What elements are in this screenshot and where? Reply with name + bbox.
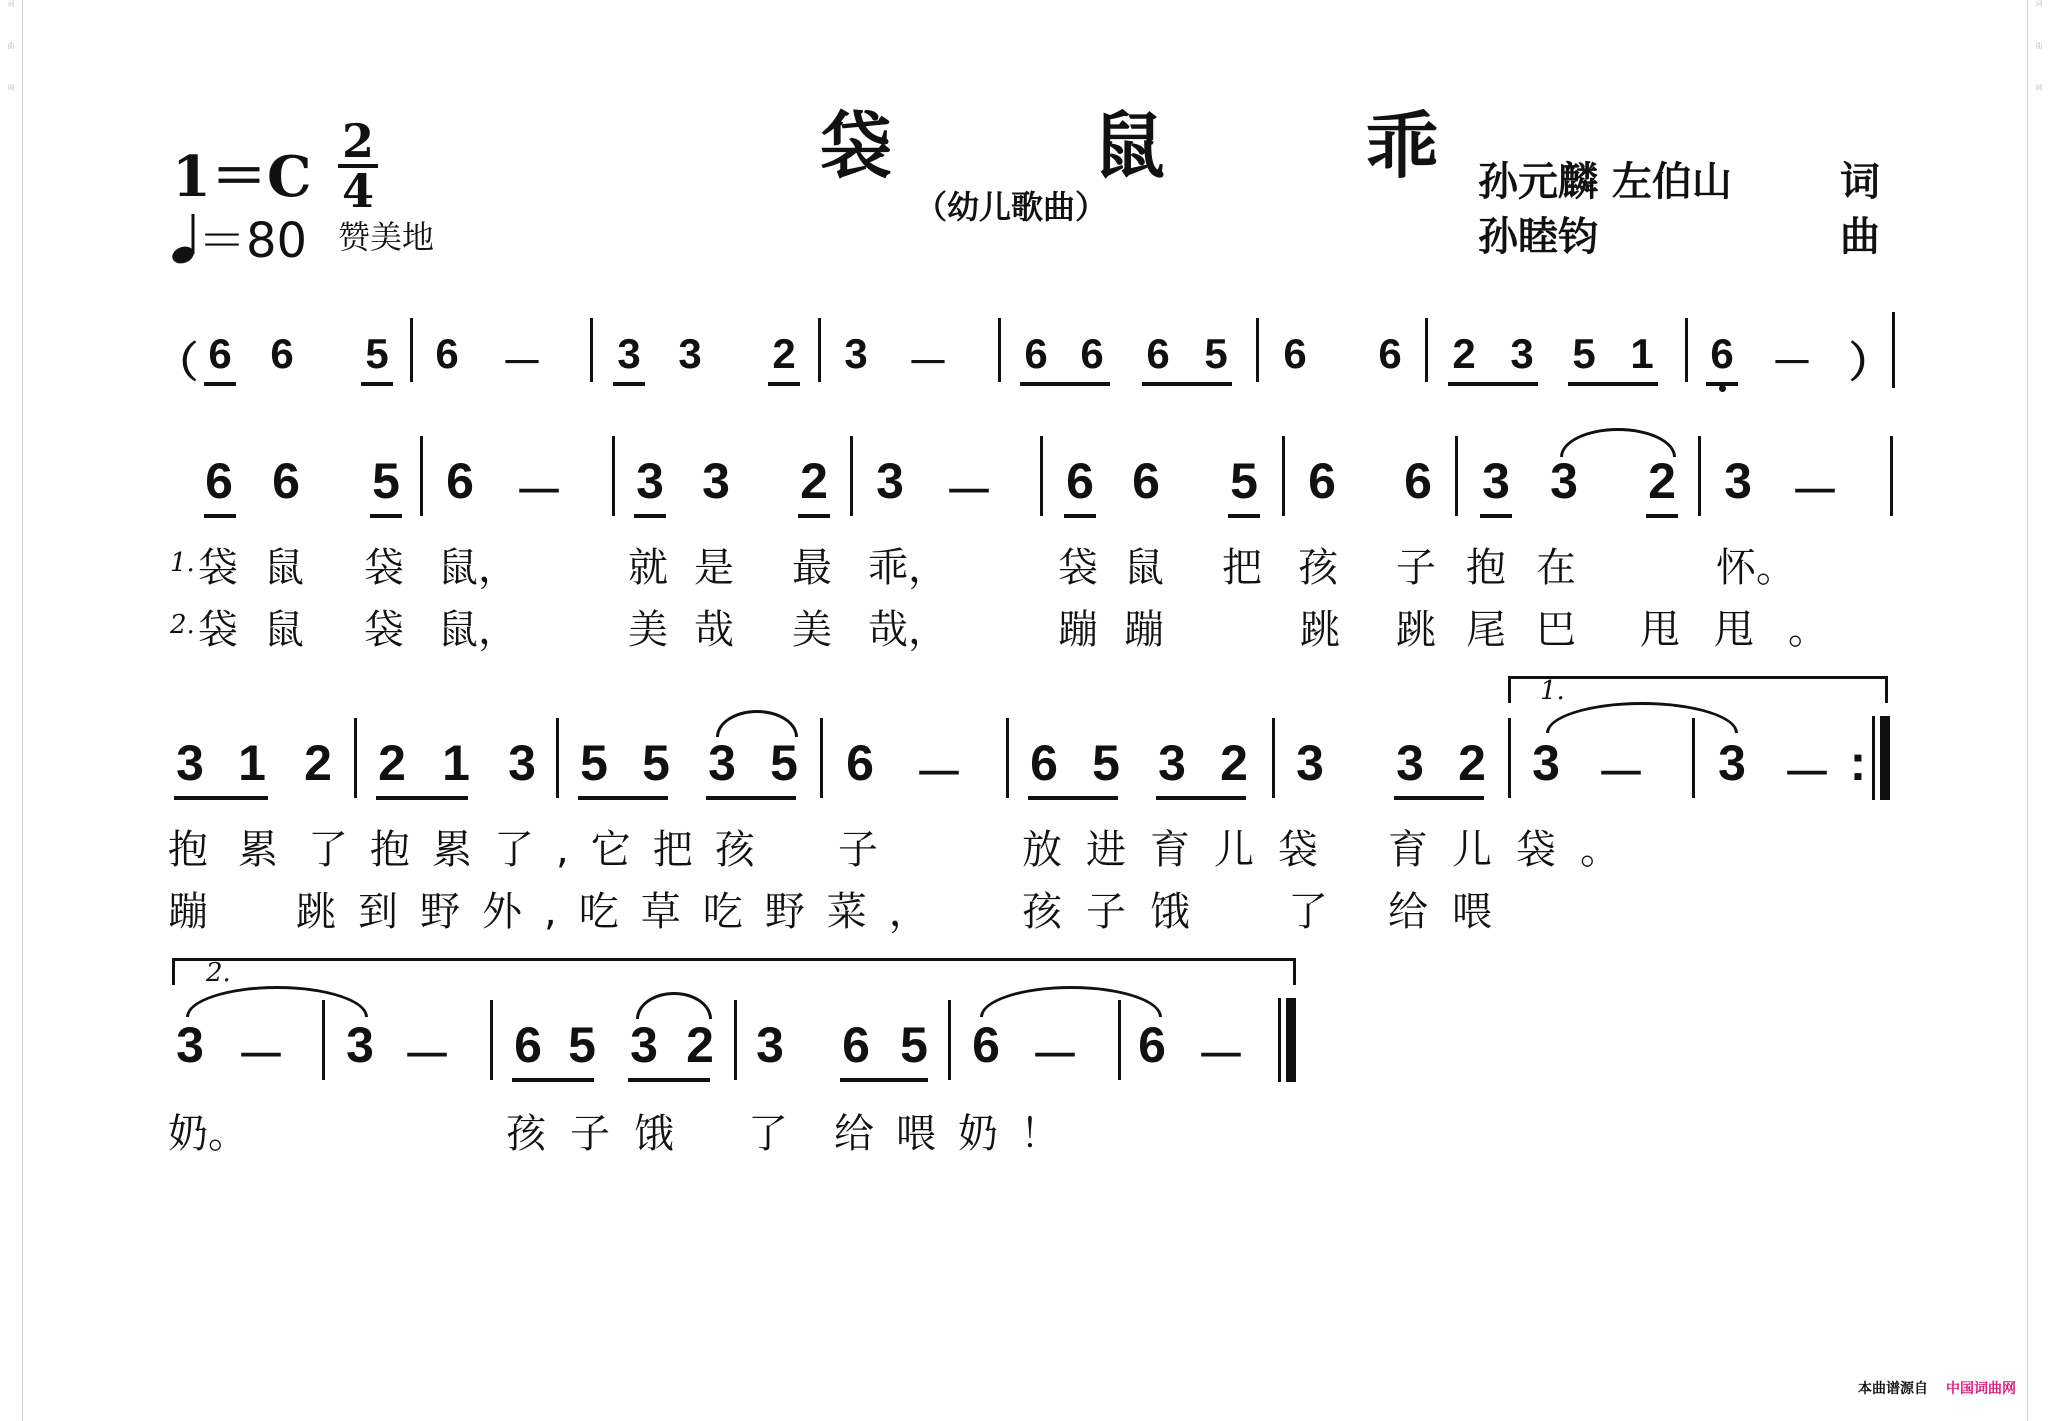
lyric: 把孩 [1222, 545, 1374, 591]
underline [204, 382, 236, 386]
underline [1394, 796, 1484, 800]
note: 2 [304, 735, 332, 791]
bar-line [948, 1000, 951, 1080]
bar-line [354, 718, 357, 798]
note: 5 [580, 735, 608, 791]
lyric: 袋 [364, 545, 404, 591]
bar-line [1282, 436, 1285, 516]
lyric: 跳尾巴 [1396, 607, 1606, 653]
note: 3 [617, 330, 641, 377]
underline [1568, 382, 1658, 386]
bar-line [556, 718, 559, 798]
note: 3 [1396, 735, 1424, 791]
underline [1142, 382, 1232, 386]
song-subtitle: （幼儿歌曲） [915, 188, 1108, 226]
underline [798, 514, 830, 518]
note: 6 [1024, 330, 1048, 377]
underline [840, 1078, 928, 1082]
lyric: 鼠， [438, 607, 518, 653]
bar-line [1425, 318, 1428, 382]
quarter-note-icon [170, 212, 198, 276]
bar-line [410, 318, 413, 382]
underline [1706, 382, 1738, 386]
bar-line [420, 436, 423, 516]
note: 2 [1452, 330, 1476, 377]
lyric: 怀。 [1716, 545, 1796, 591]
bar-line [734, 1000, 737, 1080]
lyric: 给喂奶！ [834, 1111, 1082, 1157]
lyric: 甩甩。 [1640, 607, 1862, 653]
underline [1064, 514, 1096, 518]
lyrics-label: 词 [1840, 159, 1880, 205]
note: 3 [1296, 735, 1324, 791]
note: 1 [1630, 330, 1654, 377]
note-dash: － [1196, 1028, 1246, 1084]
lyric: 抱累了,它把孩 [370, 827, 777, 873]
lyric: 就是 [628, 545, 760, 591]
bar-line [1508, 718, 1511, 798]
bar-line [850, 436, 853, 516]
note: 3 [1550, 453, 1578, 509]
note-dash: － [1596, 746, 1646, 802]
note-dash: － [402, 1028, 452, 1084]
bar-line [1272, 718, 1275, 798]
note: 3 [176, 1017, 204, 1073]
time-signature [338, 114, 378, 218]
note: 6 [846, 735, 874, 791]
footer-source-label: 本曲谱源自 [1858, 1381, 1928, 1397]
lyric: 袋鼠 [198, 545, 330, 591]
note-dash: － [914, 746, 964, 802]
right-page-edge: 词 曲 网 [2027, 0, 2050, 1421]
bar-line [322, 1000, 325, 1080]
lyricists: 孙元麟 左伯山 [1478, 159, 1732, 205]
note-dash: － [944, 464, 994, 520]
note: 1 [442, 735, 470, 791]
bar-line [1040, 436, 1043, 516]
bar-line [1872, 716, 1875, 800]
lyric: 袋鼠 [1058, 545, 1190, 591]
intro-close-paren: ） [1848, 339, 1891, 386]
bar-line [1685, 318, 1688, 382]
note: 6 [1080, 330, 1104, 377]
note: 6 [435, 330, 459, 377]
time-numerator: 2 [341, 114, 374, 168]
tie-slur [186, 986, 368, 1017]
bar-line [1256, 318, 1259, 382]
music-label: 曲 [1840, 214, 1880, 260]
note-dash: － [1782, 746, 1832, 802]
repeat-dots: : [1849, 735, 1867, 791]
note-low-octave: 6 [1700, 330, 1744, 378]
song-title: 袋 鼠 乖 [820, 103, 1527, 188]
underline [376, 796, 468, 800]
note: 6 [1138, 1017, 1166, 1073]
lyric: 袋鼠 [198, 607, 330, 653]
underline [512, 1078, 594, 1082]
note: 2 [1458, 735, 1486, 791]
lyric: 跳 [1300, 607, 1340, 653]
note: 5 [1092, 735, 1120, 791]
underline [1228, 514, 1260, 518]
footer-site-link[interactable]: 中国词曲网 [1946, 1381, 2016, 1397]
note: 6 [270, 330, 294, 377]
underline [613, 382, 645, 386]
note: 3 [708, 735, 736, 791]
lyric: 子抱在 [1396, 545, 1606, 591]
note: 6 [1030, 735, 1058, 791]
note-dash: － [1770, 339, 1813, 386]
lyric: 放进育儿袋 [1022, 827, 1342, 873]
note: 5 [900, 1017, 928, 1073]
note: 3 [630, 1017, 658, 1073]
bar-line [998, 318, 1001, 382]
note: 2 [686, 1017, 714, 1073]
note: 6 [205, 453, 233, 509]
note: 3 [508, 735, 536, 791]
note: 3 [636, 453, 664, 509]
note: 3 [844, 330, 868, 377]
verse-1-number: 1. [170, 548, 195, 578]
note-dash: － [1790, 464, 1840, 520]
tempo-value: ＝80 [198, 213, 308, 269]
note-dash: － [1030, 1028, 1080, 1084]
note: 6 [1308, 453, 1336, 509]
note: 3 [756, 1017, 784, 1073]
tie-slur [980, 986, 1162, 1017]
bar-line [820, 718, 823, 798]
repeat-end-barline [1880, 716, 1890, 800]
bar-line [590, 318, 593, 382]
lyric: 奶。 [168, 1111, 248, 1157]
underline [1480, 514, 1512, 518]
tie-slur [716, 710, 798, 737]
note: 6 [1283, 330, 1307, 377]
underline [204, 514, 236, 518]
note: 5 [770, 735, 798, 791]
note: 6 [208, 330, 232, 377]
underline [174, 796, 268, 800]
lyric: 蹦 [168, 889, 208, 935]
underline [361, 382, 393, 386]
underline [1156, 796, 1246, 800]
underline [768, 382, 800, 386]
tie-slur [636, 992, 712, 1019]
tie-slur [1560, 428, 1676, 457]
bar-line [1278, 998, 1281, 1082]
lyric: 了 [748, 1111, 788, 1157]
note: 6 [1146, 330, 1170, 377]
note: 5 [568, 1017, 596, 1073]
volta-first-ending [1508, 676, 1888, 703]
note: 5 [642, 735, 670, 791]
note-dash: － [906, 339, 949, 386]
lyric: 袋 [364, 607, 404, 653]
underline [628, 1078, 710, 1082]
lyric: 哉， [868, 607, 948, 653]
note: 6 [972, 1017, 1000, 1073]
note-dash: － [514, 464, 564, 520]
note: 2 [378, 735, 406, 791]
lyric: 子 [838, 827, 878, 873]
lyric: 育儿袋。 [1388, 827, 1644, 873]
note: 3 [1158, 735, 1186, 791]
underline [706, 796, 796, 800]
key-signature: 1＝C [172, 144, 312, 210]
note: 6 [1066, 453, 1094, 509]
underline [634, 514, 666, 518]
note: 3 [678, 330, 702, 377]
lyric: 最 [792, 545, 832, 591]
note: 3 [1724, 453, 1752, 509]
lyric: 美哉 [628, 607, 760, 653]
lyric: 乖， [868, 545, 948, 591]
note: 5 [1572, 330, 1596, 377]
tempo-marking [170, 202, 307, 276]
note: 6 [446, 453, 474, 509]
note: 6 [1132, 453, 1160, 509]
final-barline [1286, 998, 1296, 1082]
note: 5 [1204, 330, 1228, 377]
note: 2 [800, 453, 828, 509]
underline [1020, 382, 1110, 386]
note: 2 [772, 330, 796, 377]
note: 2 [1220, 735, 1248, 791]
note: 3 [346, 1017, 374, 1073]
bar-line [818, 318, 821, 382]
style-marking: 赞美地 [338, 218, 435, 256]
underline [1028, 796, 1118, 800]
lyric: 孩子饿 [1022, 889, 1214, 935]
lyric: 抱累了 [168, 827, 378, 873]
intro-open-paren: （ [155, 339, 198, 386]
note: 3 [1532, 735, 1560, 791]
time-denominator: 4 [341, 164, 374, 218]
lyric: 孩子饿 [506, 1111, 698, 1157]
note: 6 [514, 1017, 542, 1073]
volta-first-label: 1. [1540, 676, 1565, 706]
underline [578, 796, 668, 800]
underline [370, 514, 402, 518]
note: 2 [1648, 453, 1676, 509]
note: 5 [365, 330, 389, 377]
note: 6 [842, 1017, 870, 1073]
note: 6 [1404, 453, 1432, 509]
bar-line [1118, 1000, 1121, 1080]
bar-line [612, 436, 615, 516]
note: 3 [1482, 453, 1510, 509]
note: 3 [876, 453, 904, 509]
lyric: 了 [1288, 889, 1328, 935]
note: 1 [238, 735, 266, 791]
left-page-edge: 词 曲 网 [0, 0, 23, 1421]
verse-2-number: 2. [170, 610, 195, 640]
note: 3 [1510, 330, 1534, 377]
note-dash: － [236, 1028, 286, 1084]
bar-line [1698, 436, 1701, 516]
note-dash: － [500, 339, 543, 386]
underline [1646, 514, 1678, 518]
bar-line [490, 1000, 493, 1080]
bar-line [1006, 718, 1009, 798]
bar-line [1455, 436, 1458, 516]
note: 5 [372, 453, 400, 509]
composer: 孙睦钧 [1478, 214, 1598, 260]
lyric: 给喂 [1388, 889, 1516, 935]
note: 3 [702, 453, 730, 509]
lyric: 跳到野外,吃草吃野菜， [296, 889, 951, 935]
lyric: 美 [792, 607, 832, 653]
underline [1448, 382, 1538, 386]
bar-line [1692, 718, 1695, 798]
note: 3 [176, 735, 204, 791]
volta-second-label: 2. [206, 958, 231, 988]
note: 6 [1378, 330, 1402, 377]
note: 3 [1718, 735, 1746, 791]
note: 6 [272, 453, 300, 509]
bar-line [1890, 436, 1893, 516]
note: 5 [1230, 453, 1258, 509]
bar-line [1892, 312, 1895, 388]
tie-slur [1546, 702, 1738, 733]
lyric: 鼠， [438, 545, 518, 591]
volta-second-ending [172, 958, 1296, 985]
lyric: 蹦蹦 [1058, 607, 1190, 653]
